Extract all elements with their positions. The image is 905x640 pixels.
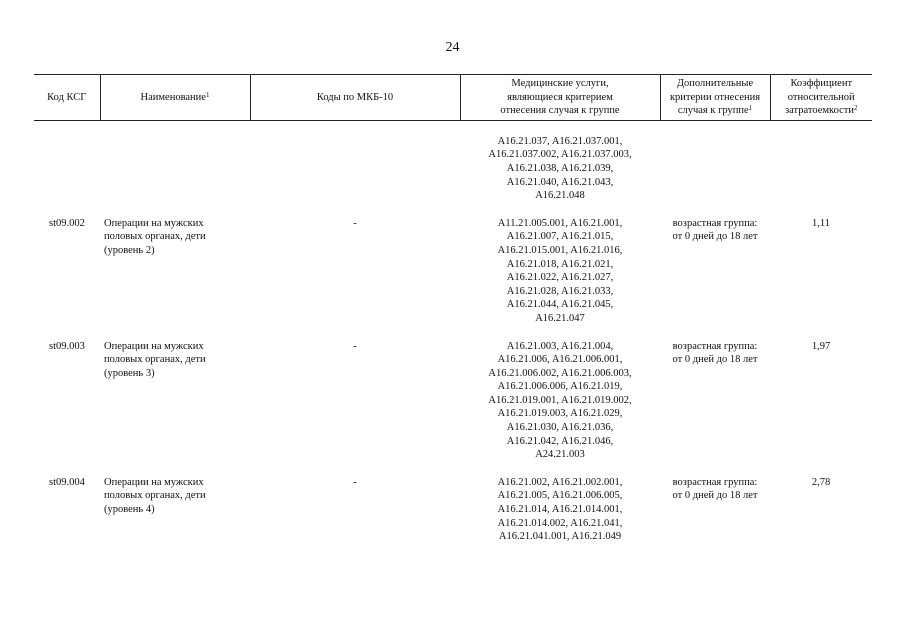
header-coef-line: относительной (787, 91, 855, 103)
table-row (34, 340, 872, 476)
header-services (460, 75, 660, 121)
header-criteria-footnote: 1 (748, 104, 753, 113)
row-criteria: возрастная группа: от 0 дней до 18 лет (672, 340, 758, 366)
header-coef (770, 75, 872, 121)
row-name: Операции на мужских половых органах, дети (уровень 2) (104, 217, 206, 256)
row-mkb: - (353, 217, 357, 229)
header-services-line: Медицинские услуги, (511, 78, 609, 89)
row-services: A16.21.002, A16.21.002.001, A16.21.005, A16.21.006.005, A16.21.014, A16.21.014.001, A16.21.014.002, A16.21.041, A16.21.041.001, A16.21.049 (497, 476, 623, 543)
header-name-label: Наименование (140, 91, 206, 103)
row-mkb: - (353, 476, 357, 488)
table-header-row (34, 75, 872, 121)
header-services-line: являющиеся критерием (507, 91, 613, 103)
header-criteria (660, 75, 770, 121)
header-coef-line: затратоемкости$^2$ (785, 104, 858, 117)
header-code: Код КСГ (34, 75, 100, 121)
row-code: st09.004 (49, 476, 85, 488)
row-code: st09.003 (49, 340, 85, 352)
header-name-footnote: 1 (205, 90, 210, 99)
row-services: A16.21.003, A16.21.004, A16.21.006, A16.21.006.001, A16.21.006.002, A16.21.006.003, A16.21.006.006, A16.21.019, A16.21.019.001, A16.21.019.002, A16.21.019.003, A16.21.029, A16.21.030, A16.21.036, A16.21.042, A16.21.046, A24.21.003 (488, 340, 632, 461)
row-criteria: возрастная группа: от 0 дней до 18 лет (672, 217, 758, 243)
row-mkb: - (353, 340, 357, 352)
header-criteria-line: критерии отнесения (669, 91, 761, 103)
row-criteria: возрастная группа: от 0 дней до 18 лет (672, 476, 758, 502)
continuation-services: A16.21.037, A16.21.037.001, A16.21.037.002, A16.21.037.003, A16.21.038, A16.21.039, A16.21.040, A16.21.043, A16.21.048 (488, 135, 632, 202)
row-name: Операции на мужских половых органах, дети (уровень 3) (104, 340, 206, 379)
table-row (34, 217, 872, 340)
header-coef-footnote: 2 (853, 104, 858, 113)
row-name: Операции на мужских половых органах, дети (уровень 4) (104, 476, 206, 516)
header-criteria-line: случая к группе$^1$ (677, 104, 753, 117)
header-criteria-line: Дополнительные (676, 78, 754, 89)
header-name (100, 75, 250, 121)
table-row (34, 476, 872, 544)
row-code: st09.002 (49, 217, 85, 229)
row-coef: 2,78 (811, 476, 831, 488)
header-services-line: отнесения случая к группе (500, 105, 620, 117)
row-services: A11.21.005.001, A16.21.001, A16.21.007, A16.21.015, A16.21.015.001, A16.21.016, A16.21.018, A16.21.021, A16.21.022, A16.21.027, A16.21.028, A16.21.033, A16.21.044, A16.21.045, A16.21.047 (497, 217, 623, 324)
page-number: 24 (445, 40, 460, 55)
header-mkb: Коды по МКБ-10 (250, 75, 460, 121)
table-row-continuation (34, 120, 872, 216)
header-coef-line: Коэффициент (790, 78, 853, 89)
row-coef: 1,11 (812, 217, 830, 229)
ksg-table (34, 74, 872, 544)
row-coef: 1,97 (811, 340, 831, 352)
